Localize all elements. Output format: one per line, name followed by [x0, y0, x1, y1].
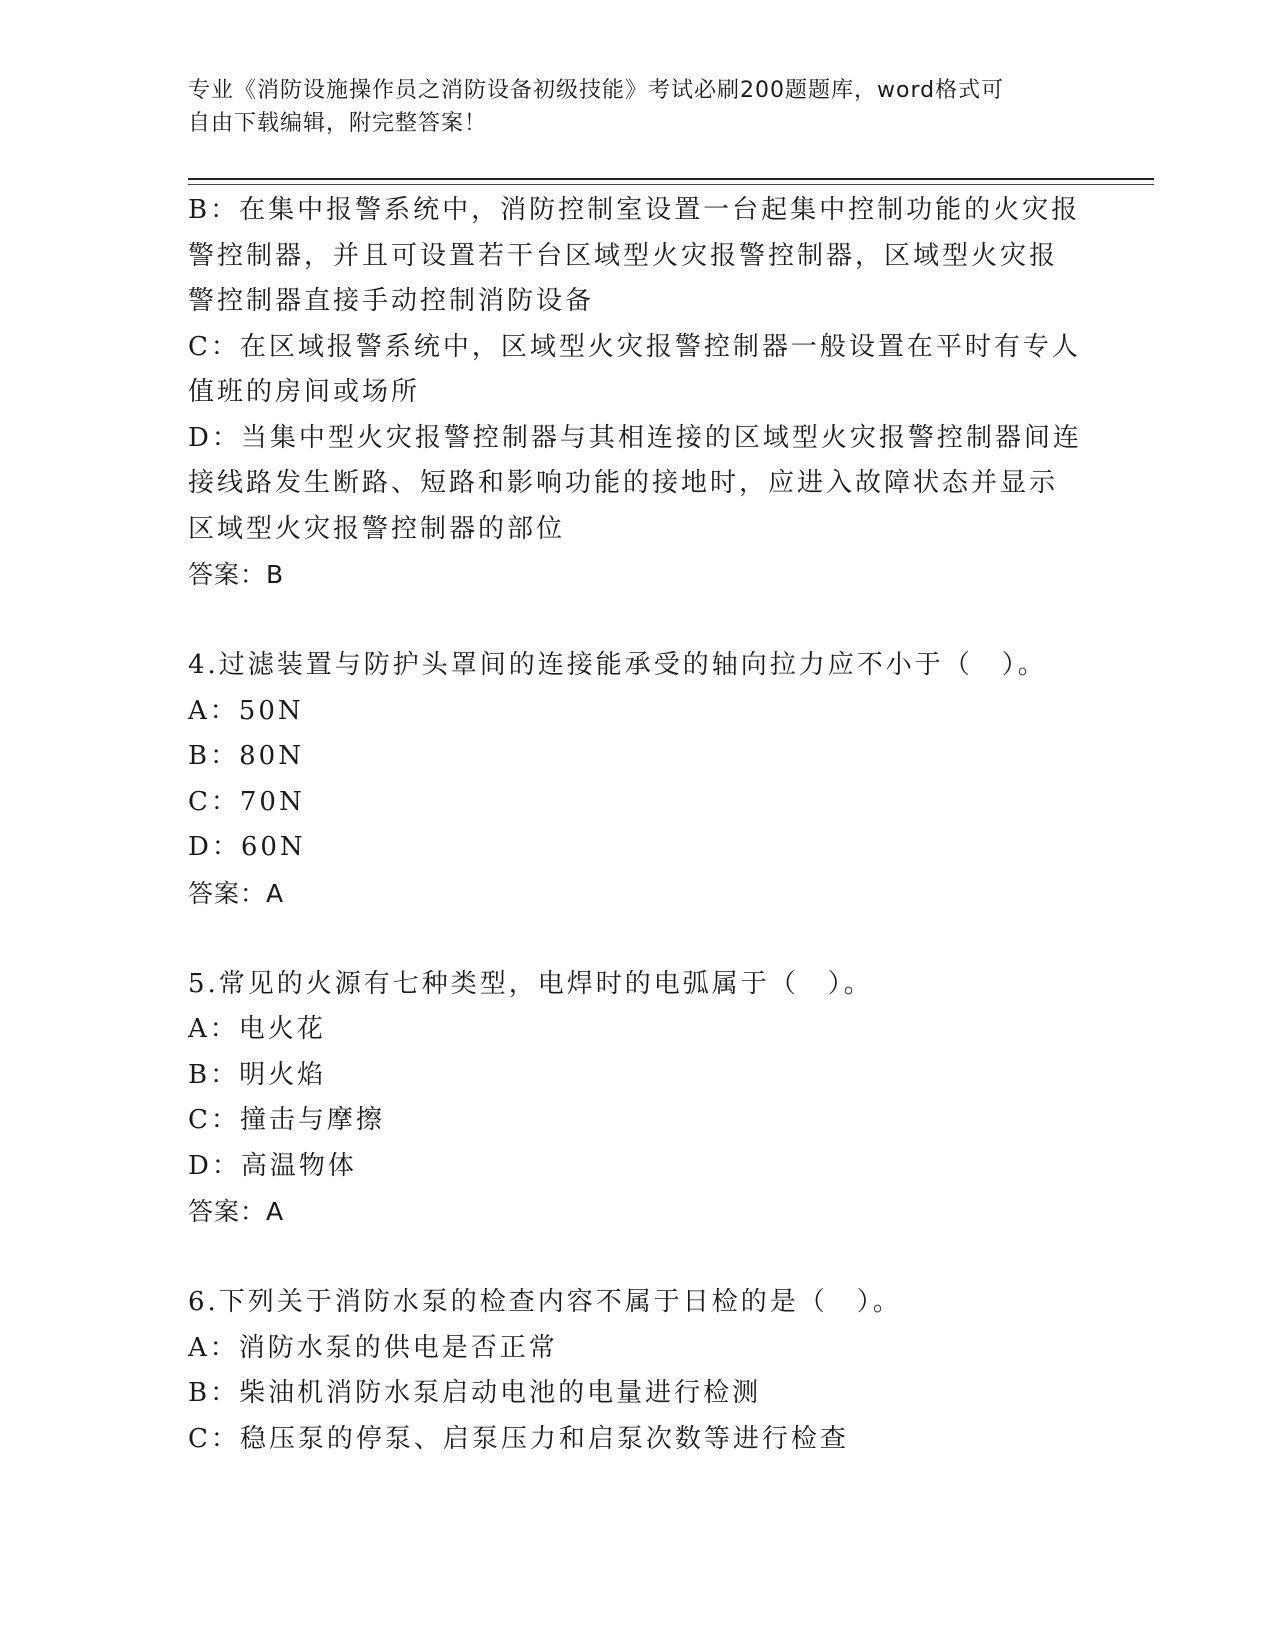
option-c: C：70N — [188, 786, 305, 817]
question-text: 4.过滤装置与防护头罩间的连接能承受的轴向拉力应不小于（ ）。 — [188, 650, 1047, 680]
option-a: A：电火花 — [188, 1014, 326, 1044]
question-5 — [188, 962, 1088, 1235]
option-c-line-2: 值班的房间或场所 — [188, 377, 421, 407]
option-d: D：60N — [188, 832, 306, 862]
option-b-line-2: 警控制器，并且可设置若干台区域型火灾报警控制器，区域型火灾报 — [188, 240, 1059, 271]
spacer — [188, 1235, 1088, 1281]
page-header — [188, 74, 1068, 140]
option-b: B：柴油机消防水泵启动电池的电量进行检测 — [188, 1378, 762, 1408]
option-d-line-3: 区域型火灾报警控制器的部位 — [188, 513, 566, 544]
option-c: C：撞击与摩擦 — [188, 1105, 385, 1135]
option-d: D：高温物体 — [188, 1150, 357, 1181]
option-b-line-1: B：在集中报警系统中，消防控制室设置一台起集中控制功能的火灾报 — [188, 195, 1081, 225]
question-6 — [188, 1280, 1088, 1462]
document-body — [188, 188, 1088, 1462]
option-c-line-1: C：在区域报警系统中，区域型火灾报警控制器一般设置在平时有专人 — [188, 331, 1081, 362]
question-text: 6.下列关于消防水泵的检查内容不属于日检的是（ ）。 — [188, 1287, 902, 1317]
question-4 — [188, 643, 1088, 916]
option-a: A：消防水泵的供电是否正常 — [188, 1332, 558, 1363]
option-b: B：明火焰 — [188, 1059, 327, 1090]
answer: 答案：A — [188, 878, 285, 908]
spacer — [188, 598, 1088, 644]
option-c: C：稳压泵的停泵、启泵压力和启泵次数等进行检查 — [188, 1423, 849, 1454]
option-d-line-2: 接线路发生断路、短路和影响功能的接地时，应进入故障状态并显示 — [188, 468, 1059, 498]
question-3-continuation — [188, 188, 1088, 598]
option-a: A：50N — [188, 695, 304, 726]
header-line-2: 自由下载编辑，附完整答案！ — [188, 111, 488, 136]
header-line-1: 专业《消防设施操作员之消防设备初级技能》考试必刷200题题库，word格式可 — [188, 78, 1005, 103]
answer: 答案：A — [188, 1197, 285, 1226]
header-divider-thick — [188, 178, 1154, 180]
option-d-line-1: D：当集中型火灾报警控制器与其相连接的区域型火灾报警控制器间连 — [188, 422, 1082, 453]
option-b: B：80N — [188, 741, 304, 771]
question-text: 5.常见的火源有七种类型，电焊时的电弧属于（ ）。 — [188, 968, 873, 999]
option-b-line-3: 警控制器直接手动控制消防设备 — [188, 286, 595, 316]
header-divider-thin — [188, 184, 1154, 185]
spacer — [188, 916, 1088, 962]
answer: 答案：B — [188, 560, 285, 589]
